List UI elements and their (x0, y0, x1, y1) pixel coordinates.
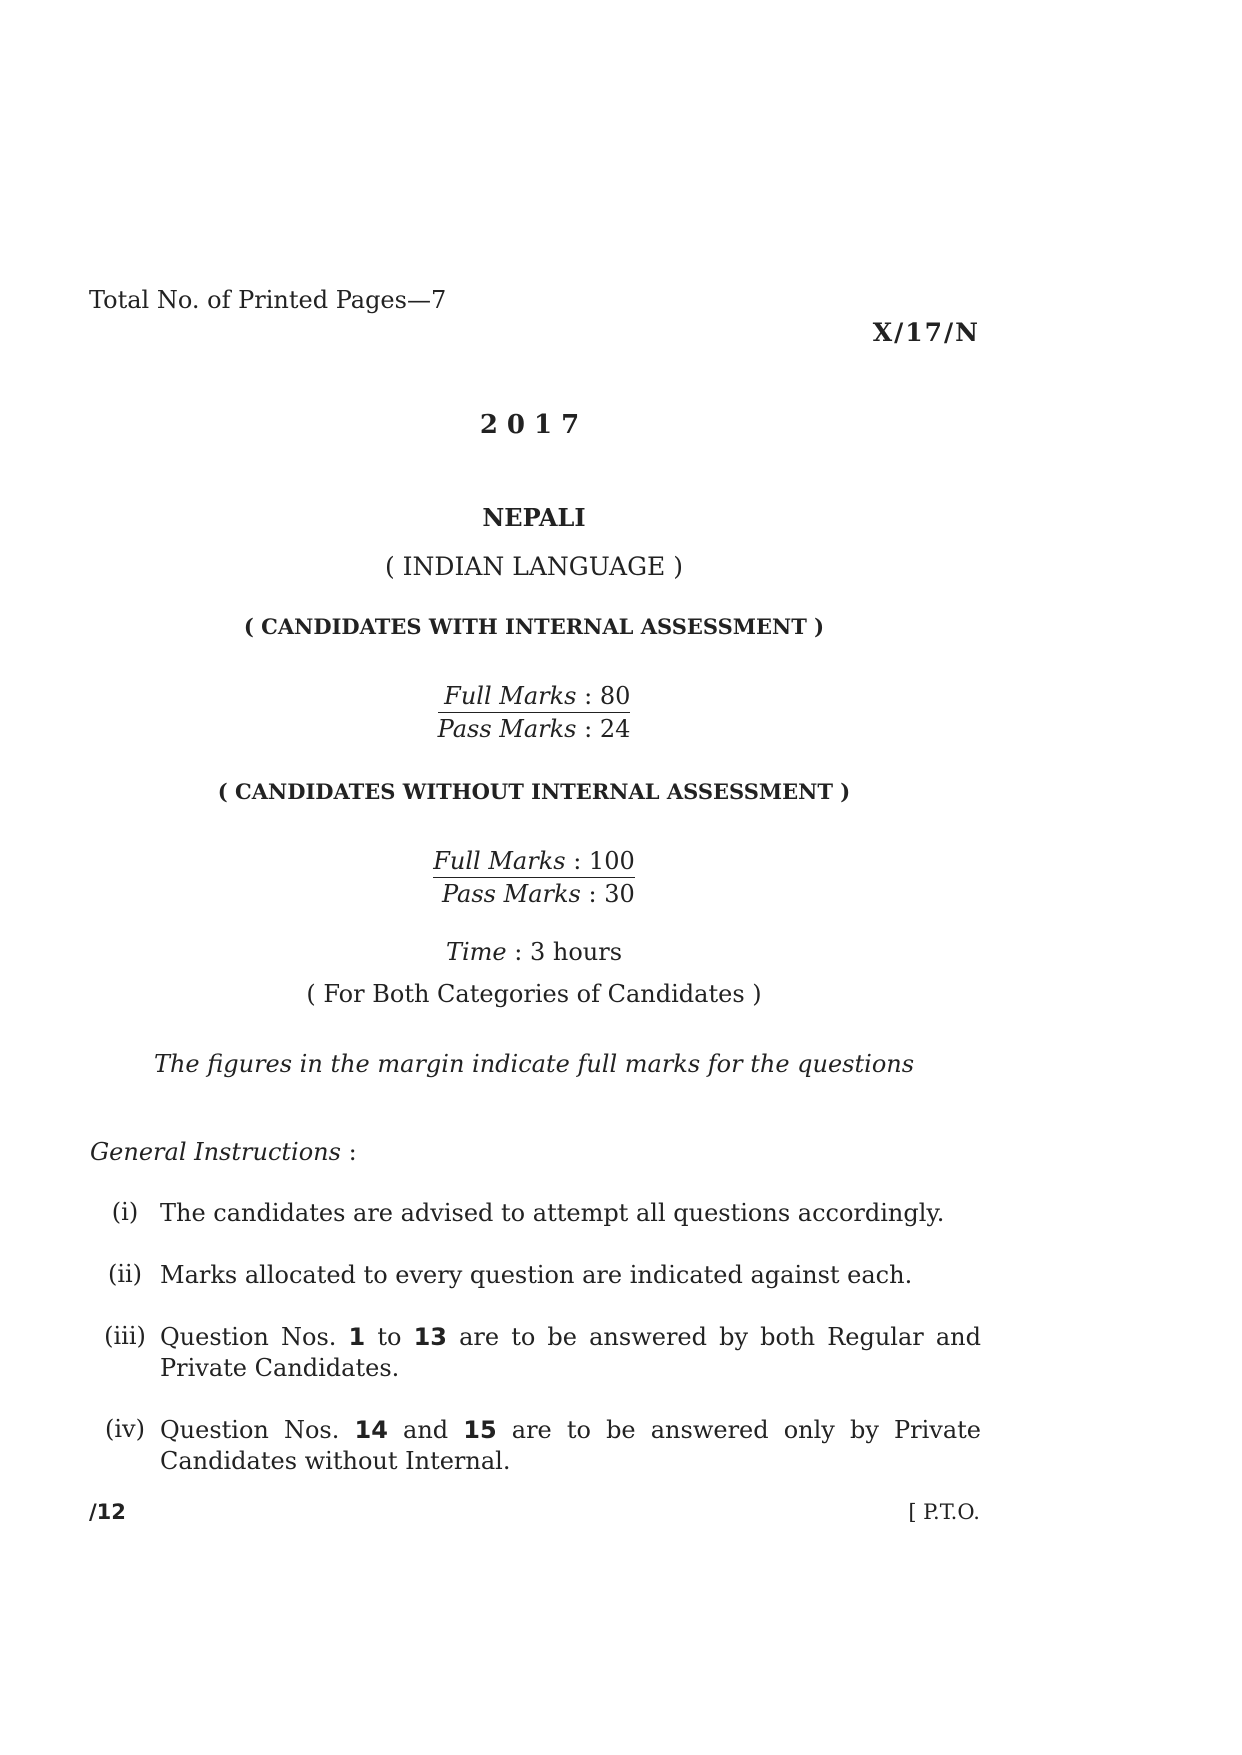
pass-marks-value: : 30 (580, 880, 635, 908)
full-marks-label: Full Marks (433, 847, 566, 875)
pass-marks-value: : 24 (576, 715, 631, 743)
instruction-text-start: Question Nos. (160, 1416, 355, 1444)
instruction-text-end: are to be answered only by Private Candidates without Internal. (160, 1416, 982, 1475)
question-number-to: 13 (413, 1323, 447, 1351)
full-marks-label: Full Marks (444, 682, 577, 710)
instruction-text-end: are to be answered by both Regular and Private Candidates. (160, 1323, 982, 1382)
time-note: ( For Both Categories of Candidates ) (306, 980, 762, 1008)
instruction-item (90, 1415, 981, 1477)
category-internal-marks (0, 680, 1068, 745)
instruction-number: (iii) (104, 1322, 146, 1350)
instruction-item (90, 1260, 981, 1291)
instruction-text (160, 1322, 981, 1384)
category-internal-heading: ( CANDIDATES WITH INTERNAL ASSESSMENT ) (243, 614, 825, 639)
footer-page-code: /12 (89, 1500, 126, 1524)
exam-year: 2017 (479, 410, 589, 440)
footer-pto: [ P.T.O. (908, 1500, 980, 1524)
instruction-number: (i) (111, 1198, 139, 1226)
instruction-item (90, 1198, 981, 1229)
instruction-text-start: Question Nos. (160, 1323, 349, 1351)
pass-marks-line (433, 878, 634, 910)
instruction-text: Marks allocated to every question are indicated against each. (160, 1261, 913, 1289)
printed-pages-count: Total No. of Printed Pages—7 (89, 286, 447, 314)
general-instructions-colon: : (340, 1138, 357, 1166)
category-external-heading: ( CANDIDATES WITHOUT INTERNAL ASSESSMENT ) (217, 779, 851, 804)
pass-marks-line (438, 713, 631, 745)
instruction-number: (iv) (105, 1415, 145, 1443)
general-instructions-title: General Instructions (90, 1138, 341, 1166)
general-instructions-label (90, 1138, 357, 1166)
paper-code: X/17/N (872, 318, 980, 347)
pass-marks-label: Pass Marks (437, 715, 577, 743)
instruction-text-mid: to (365, 1323, 414, 1351)
instruction-text-mid: and (387, 1416, 464, 1444)
question-number-first: 14 (354, 1416, 388, 1444)
instruction-number: (ii) (107, 1260, 143, 1288)
time-value: : 3 hours (506, 938, 623, 966)
pass-marks-label: Pass Marks (441, 880, 581, 908)
full-marks-value: : 100 (565, 847, 635, 875)
category-external-marks (0, 845, 1068, 910)
full-marks-value: : 80 (576, 682, 631, 710)
time-allowed (0, 938, 1068, 966)
question-number-from: 1 (348, 1323, 366, 1351)
figures-note: The figures in the margin indicate full marks for the questions (153, 1050, 915, 1078)
instruction-item (90, 1322, 981, 1384)
instruction-text: The candidates are advised to attempt all questions accordingly. (160, 1199, 945, 1227)
exam-subject: NEPALI (482, 503, 586, 532)
exam-subtitle: ( INDIAN LANGUAGE ) (384, 552, 684, 581)
question-number-second: 15 (463, 1416, 497, 1444)
full-marks-line (433, 845, 634, 878)
instruction-text (160, 1415, 981, 1477)
full-marks-line (438, 680, 631, 713)
time-label: Time (445, 938, 507, 966)
